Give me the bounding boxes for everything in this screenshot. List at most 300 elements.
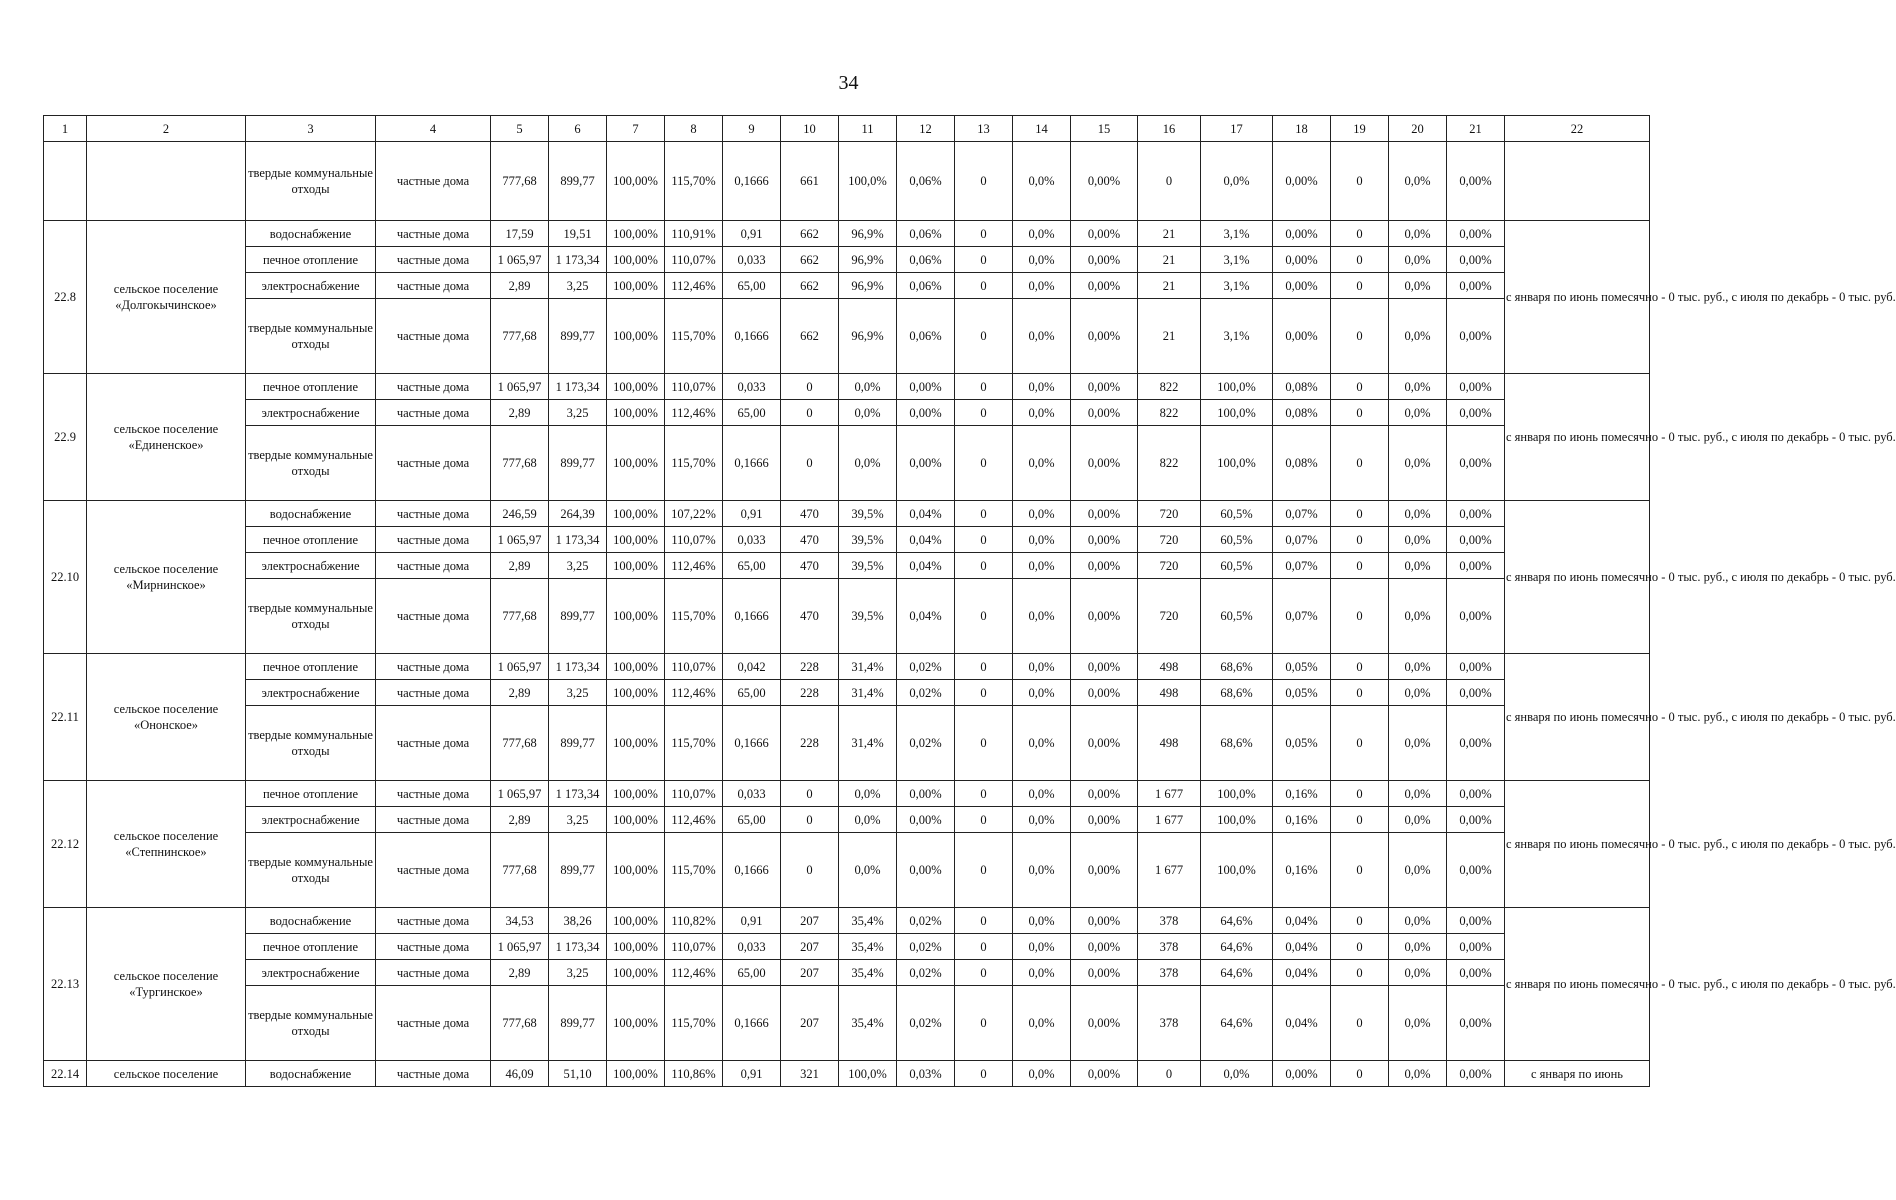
table-cell: 0,0%: [1389, 706, 1447, 781]
table-cell: 822: [1138, 400, 1201, 426]
payment-schedule-note: с января по июнь помесячно - 0 тыс. руб., с июля по декабрь - 0 тыс. руб.: [1505, 501, 1650, 654]
settlement-name: сельское поселение «Ононское»: [87, 654, 246, 781]
table-cell: 0,00%: [1447, 527, 1505, 553]
table-cell: 100,00%: [607, 553, 665, 579]
table-cell: 0,07%: [1273, 501, 1331, 527]
table-cell: 1 065,97: [491, 654, 549, 680]
table-cell: 899,77: [549, 706, 607, 781]
table-cell: 60,5%: [1201, 527, 1273, 553]
table-row: [44, 934, 1650, 960]
table-cell: 100,00%: [607, 833, 665, 908]
settlement-name: сельское поселение «Степнинское»: [87, 781, 246, 908]
table-cell: 0: [1331, 501, 1389, 527]
table-cell: 3,25: [549, 400, 607, 426]
service-type: твердые коммунальные отходы: [246, 833, 376, 908]
table-cell: частные дома: [376, 273, 491, 299]
table-cell: 0,0%: [1389, 527, 1447, 553]
table-cell: 100,00%: [607, 579, 665, 654]
table-cell: 0,0%: [1389, 247, 1447, 273]
table-cell: 2,89: [491, 960, 549, 986]
table-cell: 2,89: [491, 400, 549, 426]
table-cell: 0,0%: [1013, 426, 1071, 501]
table-cell: 0: [1138, 142, 1201, 221]
table-cell: 100,00%: [607, 986, 665, 1061]
table-cell: 0,1666: [723, 579, 781, 654]
table-cell: 0: [955, 986, 1013, 1061]
table-cell: 0,0%: [1201, 142, 1273, 221]
table-cell: 0,0%: [1389, 960, 1447, 986]
table-cell: 115,70%: [665, 142, 723, 221]
table-cell: 662: [781, 273, 839, 299]
table-cell: 0,08%: [1273, 400, 1331, 426]
table-cell: 899,77: [549, 579, 607, 654]
table-cell: 2,89: [491, 680, 549, 706]
table-cell: 0,0%: [1389, 374, 1447, 400]
table-cell: 0,05%: [1273, 680, 1331, 706]
table-cell: 207: [781, 908, 839, 934]
table-cell: 112,46%: [665, 680, 723, 706]
table-cell: 3,1%: [1201, 247, 1273, 273]
table-cell: 0,00%: [1447, 374, 1505, 400]
table-cell: 0,06%: [897, 221, 955, 247]
table-cell: 46,09: [491, 1061, 549, 1087]
table-cell: 0: [781, 400, 839, 426]
table-cell: 0,0%: [1013, 553, 1071, 579]
table-cell: 60,5%: [1201, 579, 1273, 654]
column-number: 3: [246, 116, 376, 142]
table-cell: 0,0%: [1013, 680, 1071, 706]
table-cell: 0,91: [723, 501, 781, 527]
table-cell: 100,0%: [1201, 807, 1273, 833]
service-type: печное отопление: [246, 247, 376, 273]
table-cell: 0,00%: [1447, 1061, 1505, 1087]
column-number: 12: [897, 116, 955, 142]
table-cell: 0,1666: [723, 142, 781, 221]
table-cell: 21: [1138, 221, 1201, 247]
table-cell: 0,0%: [1389, 934, 1447, 960]
table-cell: 115,70%: [665, 579, 723, 654]
service-type: водоснабжение: [246, 1061, 376, 1087]
table-cell: 378: [1138, 908, 1201, 934]
table-cell: 0: [955, 908, 1013, 934]
table-cell: 0: [955, 553, 1013, 579]
table-cell: 0: [955, 299, 1013, 374]
table-cell: 112,46%: [665, 400, 723, 426]
table-cell: частные дома: [376, 299, 491, 374]
table-cell: 0,00%: [1447, 934, 1505, 960]
table-cell: 720: [1138, 501, 1201, 527]
table-cell: 100,00%: [607, 501, 665, 527]
table-cell: 0: [955, 273, 1013, 299]
table-row: [44, 654, 1650, 680]
table-cell: 0: [1331, 579, 1389, 654]
table-cell: 0,00%: [897, 781, 955, 807]
page-number: 34: [838, 72, 859, 94]
column-number: 19: [1331, 116, 1389, 142]
table-cell: 60,5%: [1201, 553, 1273, 579]
table-cell: 115,70%: [665, 833, 723, 908]
table-cell: 0,00%: [1447, 247, 1505, 273]
column-number: 14: [1013, 116, 1071, 142]
table-cell: 0: [955, 781, 1013, 807]
table-cell: 0: [1331, 247, 1389, 273]
table-cell: 0,0%: [1389, 501, 1447, 527]
table-cell: частные дома: [376, 426, 491, 501]
table-cell: 0: [955, 680, 1013, 706]
table-cell: 0,0%: [1013, 706, 1071, 781]
table-cell: 0,04%: [1273, 908, 1331, 934]
column-number: 5: [491, 116, 549, 142]
table-cell: 0: [955, 400, 1013, 426]
table-row: [44, 706, 1650, 781]
table-cell: 0: [1331, 833, 1389, 908]
table-cell: 0,00%: [1071, 374, 1138, 400]
table-row: [44, 527, 1650, 553]
table-cell: 0,0%: [1389, 781, 1447, 807]
table-cell: 65,00: [723, 273, 781, 299]
table-row: [44, 501, 1650, 527]
table-cell: 110,86%: [665, 1061, 723, 1087]
table-cell: 0,0%: [1013, 221, 1071, 247]
table-cell: 0,08%: [1273, 374, 1331, 400]
table-cell: 0,00%: [1071, 654, 1138, 680]
service-type: печное отопление: [246, 781, 376, 807]
table-cell: 0,0%: [1389, 553, 1447, 579]
table-cell: 100,0%: [1201, 426, 1273, 501]
table-cell: 0,0%: [839, 781, 897, 807]
table-cell: 1 173,34: [549, 654, 607, 680]
table-cell: 0,00%: [1071, 247, 1138, 273]
table-cell: 100,0%: [839, 1061, 897, 1087]
table-cell: 0,00%: [1447, 273, 1505, 299]
service-type: печное отопление: [246, 654, 376, 680]
table-cell: 662: [781, 221, 839, 247]
column-number: 1: [44, 116, 87, 142]
table-cell: 115,70%: [665, 986, 723, 1061]
table-cell: 3,25: [549, 807, 607, 833]
table-cell: частные дома: [376, 579, 491, 654]
table-cell: 0: [781, 374, 839, 400]
table-cell: 0: [955, 501, 1013, 527]
table-cell: 1 677: [1138, 807, 1201, 833]
column-number: 20: [1389, 116, 1447, 142]
table-cell: 0: [955, 527, 1013, 553]
row-number: 22.9: [44, 374, 87, 501]
table-cell: 0: [955, 142, 1013, 221]
table-cell: 100,0%: [1201, 374, 1273, 400]
table-row: [44, 400, 1650, 426]
table-cell: частные дома: [376, 400, 491, 426]
table-cell: частные дома: [376, 986, 491, 1061]
table-row: [44, 374, 1650, 400]
table-cell: 0: [955, 807, 1013, 833]
table-cell: 100,00%: [607, 426, 665, 501]
table-cell: 228: [781, 680, 839, 706]
table-cell: 0,16%: [1273, 833, 1331, 908]
table-cell: 0,00%: [1447, 501, 1505, 527]
settlement-name: сельское поселение «Единенское»: [87, 374, 246, 501]
table-cell: частные дома: [376, 833, 491, 908]
column-number: 4: [376, 116, 491, 142]
table-cell: 100,00%: [607, 527, 665, 553]
table-cell: 39,5%: [839, 501, 897, 527]
table-cell: 0,04%: [897, 553, 955, 579]
table-cell: 0,0%: [839, 807, 897, 833]
table-cell: 0,02%: [897, 706, 955, 781]
table-cell: 0,00%: [1273, 299, 1331, 374]
table-row: [44, 142, 1650, 221]
table-cell: 0,04%: [1273, 986, 1331, 1061]
table-cell: 100,0%: [839, 142, 897, 221]
table-cell: 21: [1138, 247, 1201, 273]
table-cell: частные дома: [376, 142, 491, 221]
table-cell: 0,04%: [1273, 960, 1331, 986]
table-cell: 1 065,97: [491, 527, 549, 553]
table-cell: 0,0%: [1389, 579, 1447, 654]
table-cell: 0,16%: [1273, 781, 1331, 807]
table-cell: 115,70%: [665, 706, 723, 781]
table-cell: 100,00%: [607, 934, 665, 960]
table-cell: 0,0%: [1013, 501, 1071, 527]
table-cell: 777,68: [491, 833, 549, 908]
table-cell: 0: [955, 934, 1013, 960]
column-number: 11: [839, 116, 897, 142]
table-cell: частные дома: [376, 934, 491, 960]
table-row: [44, 553, 1650, 579]
table-cell: 777,68: [491, 142, 549, 221]
table-cell: 0: [955, 960, 1013, 986]
table-row: [44, 221, 1650, 247]
table-cell: 65,00: [723, 400, 781, 426]
table-cell: 0,91: [723, 908, 781, 934]
table-cell: 0,00%: [1273, 221, 1331, 247]
table-cell: 100,00%: [607, 908, 665, 934]
table-cell: 0,06%: [897, 273, 955, 299]
table-cell: 0: [955, 374, 1013, 400]
row-number: 22.12: [44, 781, 87, 908]
table-row: [44, 986, 1650, 1061]
table-cell: 51,10: [549, 1061, 607, 1087]
table-cell: частные дома: [376, 654, 491, 680]
table-cell: 777,68: [491, 986, 549, 1061]
table-cell: 0,00%: [1071, 908, 1138, 934]
table-cell: 0,0%: [1013, 374, 1071, 400]
table-cell: 378: [1138, 960, 1201, 986]
table-cell: 0: [1331, 400, 1389, 426]
table-cell: 0,00%: [1447, 142, 1505, 221]
table-cell: 112,46%: [665, 273, 723, 299]
table-cell: 0: [1331, 527, 1389, 553]
column-number: 15: [1071, 116, 1138, 142]
table-cell: 0,0%: [1389, 221, 1447, 247]
table-cell: 0,02%: [897, 960, 955, 986]
table-cell: 378: [1138, 986, 1201, 1061]
table-cell: частные дома: [376, 374, 491, 400]
table-cell: 68,6%: [1201, 706, 1273, 781]
table-cell: 2,89: [491, 553, 549, 579]
settlement-name: сельское поселение: [87, 1061, 246, 1087]
table-cell: 60,5%: [1201, 501, 1273, 527]
row-number: 22.14: [44, 1061, 87, 1087]
table-cell: 0: [1331, 706, 1389, 781]
table-cell: 112,46%: [665, 960, 723, 986]
table-cell: 0,02%: [897, 934, 955, 960]
table-cell: 0: [1331, 680, 1389, 706]
table-cell: 1 677: [1138, 781, 1201, 807]
table-cell: 1 173,34: [549, 374, 607, 400]
table-cell: 0,0%: [839, 833, 897, 908]
table-cell: 96,9%: [839, 299, 897, 374]
table-cell: 3,25: [549, 960, 607, 986]
table-cell: 662: [781, 299, 839, 374]
table-cell: 0,00%: [897, 400, 955, 426]
table-cell: 0,00%: [1071, 960, 1138, 986]
table-cell: 0,00%: [1071, 553, 1138, 579]
service-type: электроснабжение: [246, 400, 376, 426]
service-type: электроснабжение: [246, 960, 376, 986]
table-cell: 64,6%: [1201, 986, 1273, 1061]
table-cell: 0: [1331, 908, 1389, 934]
table-cell: 0: [1331, 221, 1389, 247]
table-cell: 661: [781, 142, 839, 221]
table-cell: 21: [1138, 273, 1201, 299]
table-cell: 0: [1331, 273, 1389, 299]
payment-schedule-note: с января по июнь помесячно - 0 тыс. руб., с июля по декабрь - 0 тыс. руб.: [1505, 221, 1650, 374]
table-cell: 0,00%: [1447, 680, 1505, 706]
table-cell: 0,00%: [1447, 553, 1505, 579]
table-cell: 0: [955, 247, 1013, 273]
table-cell: 38,26: [549, 908, 607, 934]
table-cell: 100,0%: [1201, 781, 1273, 807]
table-cell: 0,0%: [1013, 400, 1071, 426]
service-type: электроснабжение: [246, 553, 376, 579]
table-cell: 0,0%: [1013, 986, 1071, 1061]
table-cell: 899,77: [549, 299, 607, 374]
table-cell: 0,00%: [1447, 833, 1505, 908]
table-cell: 64,6%: [1201, 934, 1273, 960]
table-cell: 65,00: [723, 807, 781, 833]
table-cell: 34,53: [491, 908, 549, 934]
table-cell: 96,9%: [839, 221, 897, 247]
table-cell: 0,00%: [897, 833, 955, 908]
table-cell: 720: [1138, 553, 1201, 579]
table-cell: 0,04%: [897, 501, 955, 527]
table-cell: 0,0%: [839, 400, 897, 426]
table-cell: частные дома: [376, 706, 491, 781]
column-number: 13: [955, 116, 1013, 142]
column-number: 17: [1201, 116, 1273, 142]
service-type: электроснабжение: [246, 273, 376, 299]
table-cell: 0,0%: [1013, 1061, 1071, 1087]
table-cell: 0,00%: [897, 807, 955, 833]
table-cell: 0,033: [723, 247, 781, 273]
table-cell: 0: [955, 654, 1013, 680]
table-cell: 0,04%: [897, 527, 955, 553]
table-cell: 0: [1331, 553, 1389, 579]
table-cell: 68,6%: [1201, 680, 1273, 706]
table-cell: 498: [1138, 680, 1201, 706]
table-cell: 0,00%: [1071, 706, 1138, 781]
table-cell: 0: [955, 426, 1013, 501]
service-type: печное отопление: [246, 527, 376, 553]
table-cell: 0,033: [723, 527, 781, 553]
column-number: 10: [781, 116, 839, 142]
table-cell: 228: [781, 654, 839, 680]
table-cell: 0,08%: [1273, 426, 1331, 501]
table-cell: 0,0%: [1389, 680, 1447, 706]
table-cell: 0,00%: [1071, 501, 1138, 527]
table-cell: 264,39: [549, 501, 607, 527]
table-cell: 0,00%: [1071, 807, 1138, 833]
table-cell: частные дома: [376, 501, 491, 527]
table-cell: 0,03%: [897, 1061, 955, 1087]
service-type: твердые коммунальные отходы: [246, 706, 376, 781]
table-cell: 0: [1331, 299, 1389, 374]
table-cell: 0,00%: [1071, 680, 1138, 706]
table-cell: 0: [955, 579, 1013, 654]
table-cell: 777,68: [491, 426, 549, 501]
table-row: [44, 273, 1650, 299]
table-cell: 3,1%: [1201, 273, 1273, 299]
table-cell: 0,00%: [897, 374, 955, 400]
table-cell: 0,0%: [1201, 1061, 1273, 1087]
table-cell: 207: [781, 960, 839, 986]
table-cell: 0,1666: [723, 299, 781, 374]
table-cell: 0,00%: [1447, 960, 1505, 986]
table-cell: 0: [1331, 960, 1389, 986]
table-cell: 68,6%: [1201, 654, 1273, 680]
table-cell: 96,9%: [839, 247, 897, 273]
table-cell: 470: [781, 501, 839, 527]
column-number: 8: [665, 116, 723, 142]
table-cell: 0,0%: [1013, 247, 1071, 273]
table-cell: 0,042: [723, 654, 781, 680]
service-type: печное отопление: [246, 934, 376, 960]
table-cell: 0: [955, 833, 1013, 908]
service-type: водоснабжение: [246, 221, 376, 247]
table-cell: 0,00%: [1071, 273, 1138, 299]
table-cell: 0,0%: [1389, 1061, 1447, 1087]
table-cell: 1 173,34: [549, 527, 607, 553]
table-cell: 0,00%: [1071, 934, 1138, 960]
table-cell: 0: [1331, 1061, 1389, 1087]
table-cell: 0: [1331, 654, 1389, 680]
table-cell: 899,77: [549, 142, 607, 221]
table-cell: частные дома: [376, 908, 491, 934]
table-cell: 100,00%: [607, 374, 665, 400]
table-cell: 107,22%: [665, 501, 723, 527]
table-cell: 0: [1331, 142, 1389, 221]
table-cell: 0,16%: [1273, 807, 1331, 833]
table-row: [44, 299, 1650, 374]
table-cell: 0: [1331, 781, 1389, 807]
table-cell: 0,1666: [723, 706, 781, 781]
table-cell: 0,00%: [1447, 781, 1505, 807]
column-number: 18: [1273, 116, 1331, 142]
table-cell: 110,82%: [665, 908, 723, 934]
table-cell: 64,6%: [1201, 908, 1273, 934]
table-cell: 39,5%: [839, 553, 897, 579]
table-cell: 0,00%: [897, 426, 955, 501]
table-cell: 100,00%: [607, 807, 665, 833]
service-type: водоснабжение: [246, 501, 376, 527]
table-cell: 720: [1138, 527, 1201, 553]
table-cell: 0,033: [723, 934, 781, 960]
row-number: [44, 142, 87, 221]
table-cell: 0,0%: [1013, 299, 1071, 374]
table-cell: 0: [1331, 374, 1389, 400]
settlement-name: сельское поселение «Мирнинское»: [87, 501, 246, 654]
